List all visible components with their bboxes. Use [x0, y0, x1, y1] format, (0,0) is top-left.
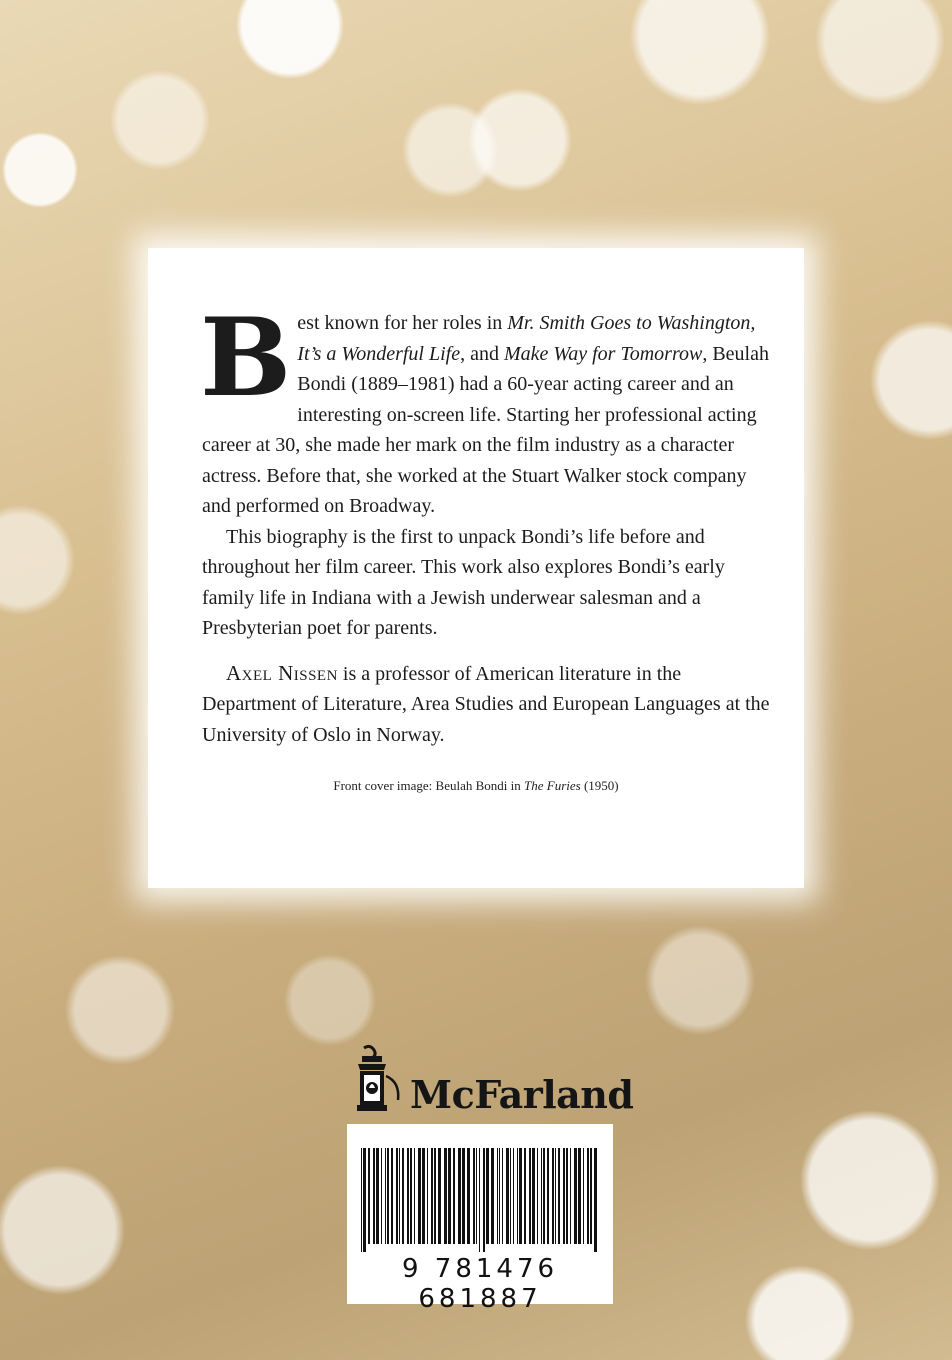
isbn-barcode [347, 1124, 613, 1314]
caption-year: (1950) [580, 778, 619, 793]
barcode-bar [453, 1148, 455, 1244]
barcode-bar [462, 1148, 465, 1244]
barcode-bar [373, 1148, 375, 1244]
caption-film-title: The Furies [524, 778, 581, 793]
barcode-bar [532, 1148, 535, 1244]
barcode-bar [566, 1148, 568, 1244]
lantern-icon [350, 1044, 406, 1116]
barcode-bar [387, 1148, 389, 1244]
barcode-bar [438, 1148, 441, 1244]
barcode-bar [402, 1148, 404, 1244]
barcode-bar [583, 1148, 584, 1244]
barcode-bar [517, 1148, 518, 1244]
barcode-bar [458, 1148, 461, 1244]
barcode-bar [519, 1148, 522, 1244]
barcode-bar [368, 1148, 370, 1244]
barcode-bar [467, 1148, 470, 1244]
barcode-bar [444, 1148, 447, 1244]
barcode-bar [407, 1148, 409, 1244]
barcode-bar [497, 1148, 498, 1244]
blurb-paragraph-1 [200, 295, 772, 522]
barcode-bar [396, 1148, 398, 1244]
barcode-bar [574, 1148, 577, 1244]
publisher-logo [350, 1044, 634, 1117]
author-name: Axel Nissen [226, 660, 338, 685]
barcode-bar [499, 1148, 500, 1244]
blurb-p1-part-a: est known for her roles in [297, 312, 508, 334]
dropcap-letter: B [200, 295, 292, 421]
blurb-text [200, 295, 772, 750]
barcode-bar [418, 1148, 421, 1244]
barcode-bar [541, 1148, 542, 1244]
author-bio [202, 658, 772, 751]
film-titles-1: Mr. Smith Goes to Washington, It’s a Wonderful Life [297, 312, 756, 365]
barcode-bar [363, 1148, 366, 1252]
barcode-bar [590, 1148, 592, 1244]
barcode-bar [578, 1148, 581, 1244]
barcode-bar [524, 1148, 526, 1244]
barcode-bar [563, 1148, 565, 1244]
barcode-bar [491, 1148, 494, 1244]
barcode-bar [431, 1148, 433, 1244]
blurb-p1-part-c: , Beulah Bondi (1889–1981) had a 60-year acting career and an interesting on-screen life. Starting her professional acting career at 30, she made her mark on the film industry as a character actress. Before that, she worked at the Stuart Walker stock company and performed on Broadway. [202, 342, 769, 517]
barcode-bar [434, 1148, 436, 1244]
barcode-bar [479, 1148, 480, 1252]
barcode-bar [513, 1148, 514, 1244]
film-title-2: Make Way for Tomorrow [503, 342, 703, 365]
barcode-bar [558, 1148, 560, 1244]
cover-image-caption [148, 778, 804, 794]
isbn-number: 9 781476 681887 [401, 1254, 559, 1314]
barcode-bar [543, 1148, 545, 1244]
barcode-bar [399, 1148, 400, 1244]
blurb-panel [148, 248, 804, 888]
barcode-bars [361, 1148, 599, 1252]
barcode-bar [476, 1148, 477, 1244]
caption-prefix: Front cover image: Beulah Bondi in [333, 778, 524, 793]
barcode-bar [410, 1148, 412, 1244]
barcode-bar [537, 1148, 538, 1244]
barcode-bar [448, 1148, 451, 1244]
author-bio-text: is a professor of American literature in the Department of Literature, Area Studies and European Languages at the University of Oslo in Norway. [202, 662, 770, 746]
barcode-bar [555, 1148, 556, 1244]
barcode-bar [502, 1148, 503, 1244]
blurb-paragraph-2: This biography is the first to unpack Bondi’s life before and throughout her film career. This work also explores Bondi’s early family life in Indiana with a Jewish underwear salesman and a Presbyterian poet for parents. [202, 525, 725, 639]
barcode-bar [427, 1148, 428, 1244]
barcode-bar [361, 1148, 362, 1252]
barcode-bar [381, 1148, 382, 1244]
barcode-bar [486, 1148, 489, 1244]
barcode-bar [529, 1148, 531, 1244]
publisher-name: McFarland [410, 1072, 634, 1117]
barcode-bar [552, 1148, 554, 1244]
barcode-bar [422, 1148, 425, 1244]
barcode-bar [473, 1148, 475, 1244]
barcode-bar [570, 1148, 571, 1244]
barcode-bar [506, 1148, 509, 1244]
barcode-bar [483, 1148, 485, 1252]
barcode-bar [376, 1148, 379, 1244]
barcode-bar [391, 1148, 393, 1244]
barcode-bar [547, 1148, 549, 1244]
blurb-p1-part-b: , and [460, 342, 504, 365]
barcode-bar [587, 1148, 589, 1244]
barcode-bar [414, 1148, 415, 1244]
barcode-bar [510, 1148, 511, 1244]
barcode-bar [594, 1148, 597, 1252]
barcode-bar [385, 1148, 386, 1244]
